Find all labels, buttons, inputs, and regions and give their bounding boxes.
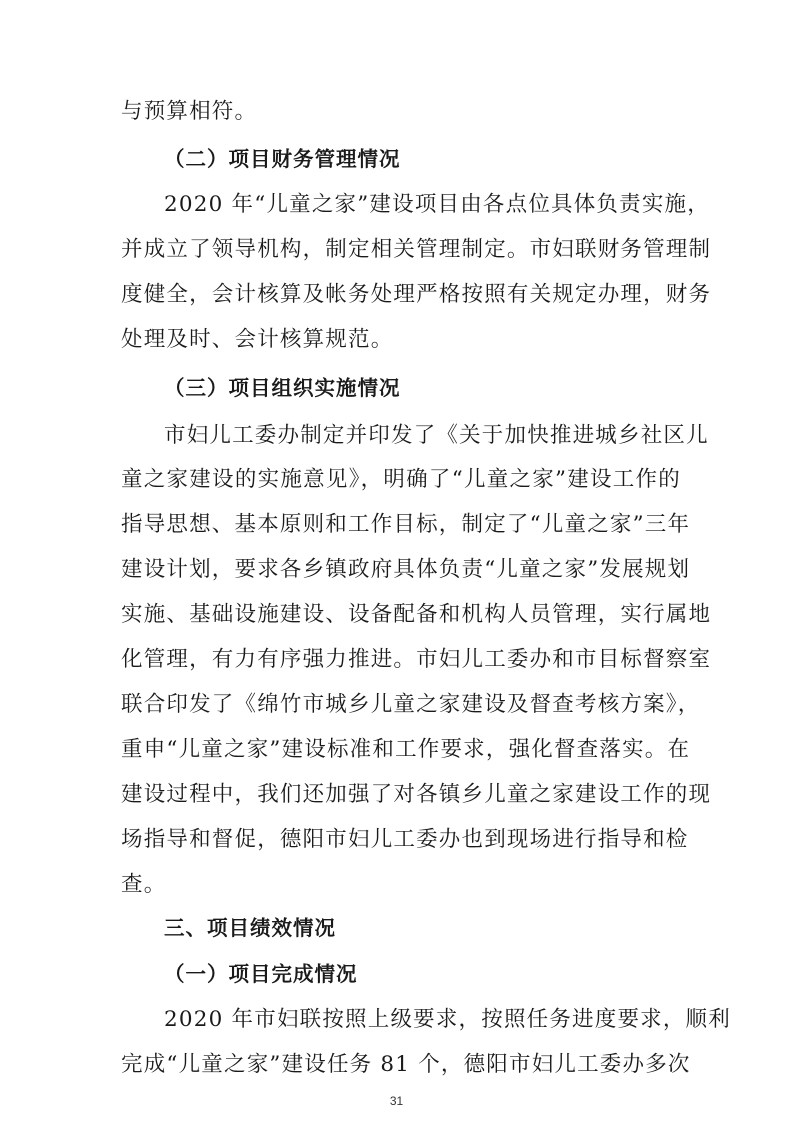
paragraph-line: 查。 [121,872,167,897]
paragraph-line: 建设计划，要求各乡镇政府具体负责“儿童之家”发展规划 [121,557,691,582]
paragraph-line: 2020 年市妇联按照上级要求，按照任务进度要求，顺利 [164,1007,731,1032]
paragraph-line: 处理及时、会计核算规范。 [121,327,394,352]
subsection-heading-completion: （一）项目完成情况 [164,962,358,986]
paragraph-line: 度健全，会计核算及帐务处理严格按照有关规定办理，财务 [121,282,712,307]
section-heading-performance: 三、项目绩效情况 [164,916,336,940]
paragraph-line: 实施、基础设施建设、设备配备和机构人员管理，实行属地 [121,602,712,627]
paragraph-line: 指导思想、基本原则和工作目标，制定了“儿童之家”三年 [121,512,691,537]
paragraph-line: 联合印发了《绵竹市城乡儿童之家建设及督查考核方案》， [121,692,701,717]
paragraph-line: 场指导和督促，德阳市妇儿工委办也到现场进行指导和检 [121,827,689,852]
paragraph-line: 化管理，有力有序强力推进。市妇儿工委办和市目标督察室 [121,647,712,672]
paragraph-line: 建设过程中，我们还加强了对各镇乡儿童之家建设工作的现 [121,782,712,807]
paragraph-line: 并成立了领导机构，制定相关管理制定。市妇联财务管理制 [121,237,712,262]
paragraph-line: 2020 年“儿童之家”建设项目由各点位具体负责实施， [164,192,710,217]
paragraph-line: 重申“儿童之家”建设标准和工作要求，强化督查落实。在 [121,737,691,762]
paragraph-line: 完成“儿童之家”建设任务 81 个，德阳市妇儿工委办多次 [121,1052,691,1077]
subsection-heading-finance: （二）项目财务管理情况 [164,147,401,171]
paragraph-line: 童之家建设的实施意见》，明确了“儿童之家”建设工作的 [121,467,681,492]
paragraph-line: 与预算相符。 [121,99,258,124]
subsection-heading-implementation: （三）项目组织实施情况 [164,376,401,400]
paragraph-line: 市妇儿工委办制定并印发了《关于加快推进城乡社区儿 [164,423,709,448]
page-number: 31 [389,1094,404,1108]
